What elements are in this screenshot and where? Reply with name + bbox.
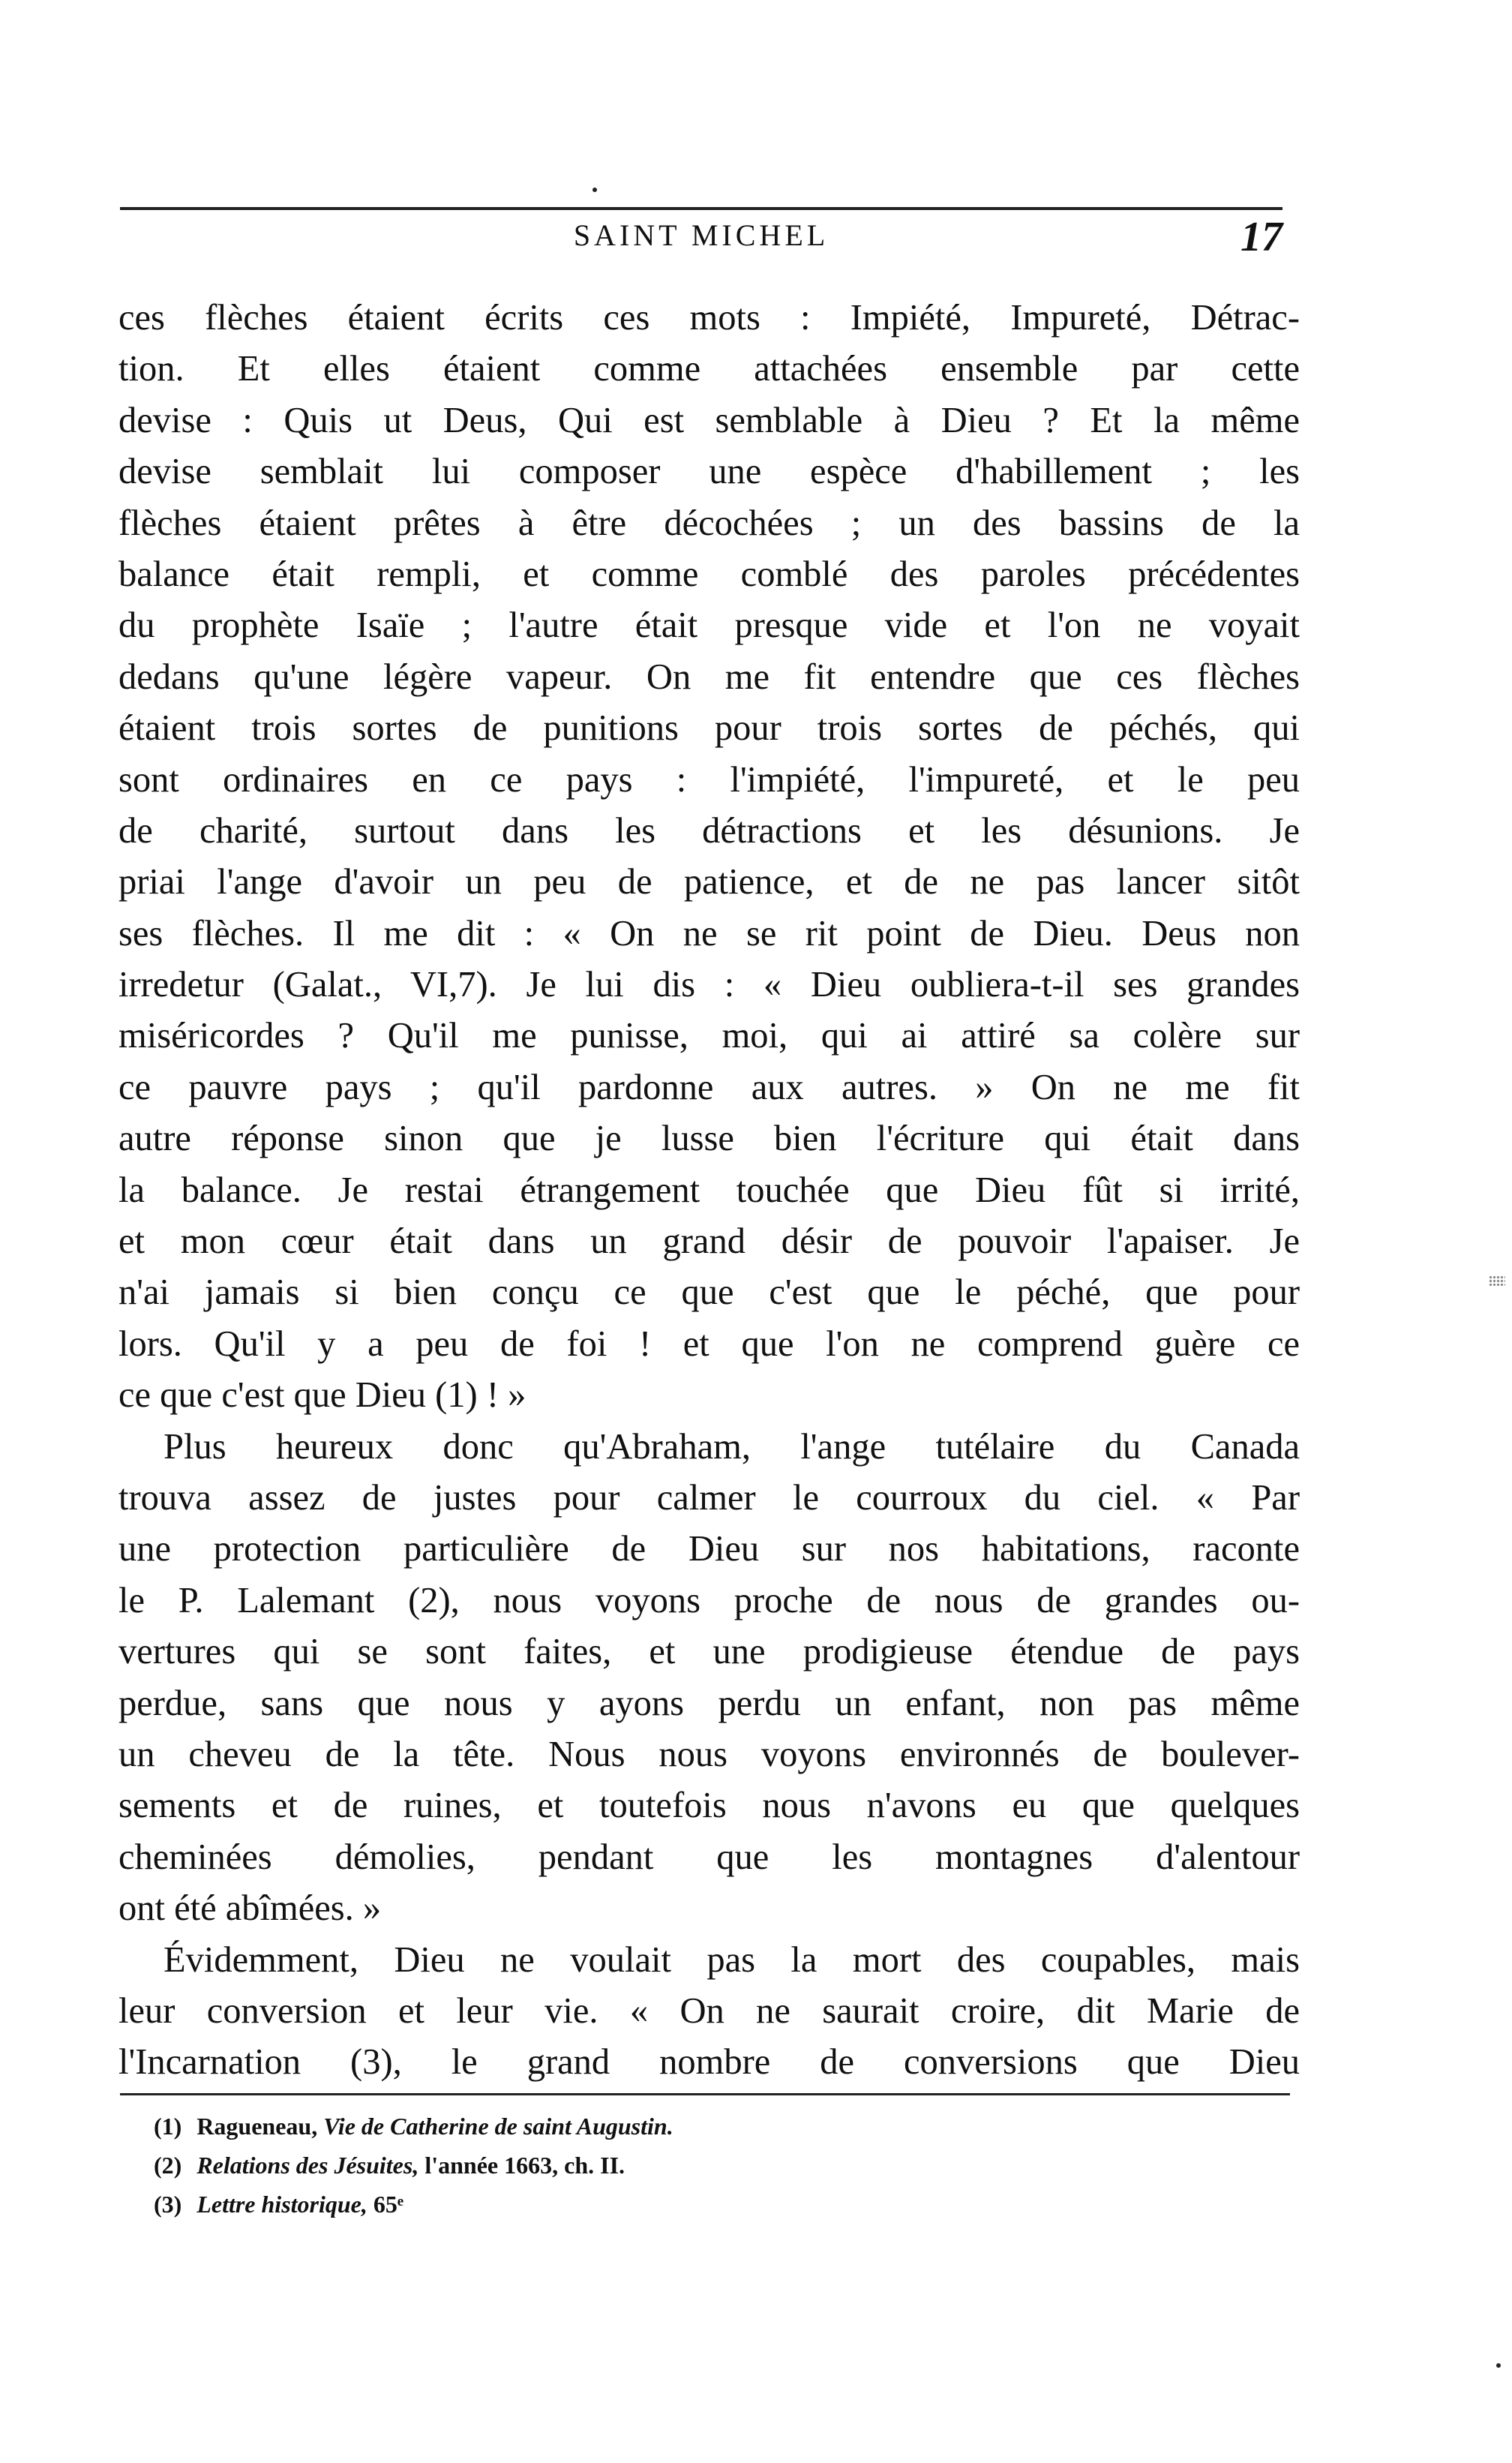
- text-line: ces flèches étaient écrits ces mots : Impiété, Impureté, Détrac-: [118, 298, 1300, 338]
- running-head: [120, 214, 1282, 270]
- text-line: du prophète Isaïe ; l'autre était presque vide et l'on ne voyait: [118, 605, 1300, 646]
- text-line: dedans qu'une légère vapeur. On me fit entendre que ces flèches: [118, 656, 1300, 697]
- body-text: [118, 293, 1300, 2089]
- ink-speck: [592, 188, 597, 192]
- header-rule: [120, 207, 1282, 210]
- footnote-title: Lettre historique,: [196, 2191, 368, 2218]
- text-line: balance était rempli, et comme comblé des paroles précédentes: [118, 554, 1300, 594]
- text-line: autre réponse sinon que je lusse bien l'écriture qui était dans: [118, 1119, 1300, 1159]
- footnote: [154, 2107, 674, 2146]
- footnote: [154, 2146, 674, 2185]
- text-line: trouva assez de justes pour calmer le courroux du ciel. « Par: [118, 1477, 1300, 1518]
- text-line: vertures qui se sont faites, et une prodigieuse étendue de pays: [118, 1632, 1300, 1672]
- text-line: n'ai jamais si bien conçu ce que c'est que le péché, que pour: [118, 1272, 1300, 1313]
- text-line: lors. Qu'il y a peu de foi ! et que l'on ne comprend guère ce: [118, 1323, 1300, 1364]
- text-line: priai l'ange d'avoir un peu de patience, et de ne pas lancer sitôt: [118, 862, 1300, 903]
- ink-speck: [1496, 2363, 1501, 2368]
- text-line: ce que c'est que Dieu (1) ! »: [118, 1375, 526, 1416]
- text-line: sements et de ruines, et toutefois nous n'avons eu que quelques: [118, 1786, 1300, 1826]
- footnote-mark: (2): [154, 2152, 182, 2179]
- text-line: miséricordes ? Qu'il me punisse, moi, qui ai attiré sa colère sur: [118, 1016, 1300, 1056]
- text-line: perdue, sans que nous y ayons perdu un enfant, non pas même: [118, 1683, 1300, 1723]
- running-title: SAINT MICHEL: [573, 218, 830, 252]
- page-number: 17: [1240, 214, 1282, 260]
- text-line: tion. Et elles étaient comme attachées ensemble par cette: [118, 349, 1300, 389]
- text-line: ses flèches. Il me dit : « On ne se rit point de Dieu. Deus non: [118, 913, 1300, 954]
- text-line: devise : Quis ut Deus, Qui est semblable à Dieu ? Et la même: [118, 400, 1300, 440]
- text-line: Plus heureux donc qu'Abraham, l'ange tutélaire du Canada: [164, 1426, 1300, 1467]
- text-line: de charité, surtout dans les détractions et les désunions. Je: [118, 810, 1300, 851]
- text-line: la balance. Je restai étrangement touchée que Dieu fût si irrité,: [118, 1170, 1300, 1210]
- text-line: un cheveu de la tête. Nous nous voyons environnés de boulever-: [118, 1734, 1300, 1774]
- text-line: cheminées démolies, pendant que les montagnes d'alentour: [118, 1837, 1300, 1877]
- text-line: sont ordinaires en ce pays : l'impiété, l'impureté, et le peu: [118, 759, 1300, 800]
- footnote-mark: (3): [154, 2191, 182, 2218]
- margin-smudge: [1489, 1275, 1505, 1286]
- text-line: leur conversion et leur vie. « On ne saurait croire, dit Marie de: [118, 1990, 1300, 2031]
- footnote-title: Vie de Catherine de saint Augustin.: [323, 2113, 674, 2140]
- text-line: l'Incarnation (3), le grand nombre de conversions que Dieu: [118, 2042, 1300, 2083]
- text-line: ce pauvre pays ; qu'il pardonne aux autres. » On ne me fit: [118, 1067, 1300, 1107]
- text-line: flèches étaient prêtes à être décochées ; un des bassins de la: [118, 503, 1300, 543]
- text-line: irredetur (Galat., VI,7). Je lui dis : « Dieu oubliera-t-il ses grandes: [118, 965, 1300, 1005]
- footnote-title: Relations des Jésuites,: [196, 2152, 419, 2179]
- text-line: le P. Lalemant (2), nous voyons proche de nous de grandes ou-: [118, 1580, 1300, 1620]
- footnote-author: Ragueneau,: [196, 2113, 318, 2140]
- text-line: et mon cœur était dans un grand désir de pouvoir l'apaiser. Je: [118, 1221, 1300, 1262]
- footnote-detail: 65ᵉ: [373, 2191, 404, 2218]
- footnote-detail: l'année 1663, ch. II.: [424, 2152, 626, 2179]
- text-line: une protection particulière de Dieu sur nos habitations, raconte: [118, 1529, 1300, 1569]
- footnotes: [154, 2107, 674, 2224]
- text-line: Évidemment, Dieu ne voulait pas la mort des coupables, mais: [164, 1939, 1300, 1980]
- footnote-mark: (1): [154, 2113, 182, 2140]
- footnote: [154, 2185, 674, 2224]
- text-line: devise semblait lui composer une espèce d'habillement ; les: [118, 452, 1300, 492]
- footnote-rule: [120, 2093, 1290, 2095]
- text-line: ont été abîmées. »: [118, 1888, 382, 1929]
- text-line: étaient trois sortes de punitions pour trois sortes de péchés, qui: [118, 708, 1300, 749]
